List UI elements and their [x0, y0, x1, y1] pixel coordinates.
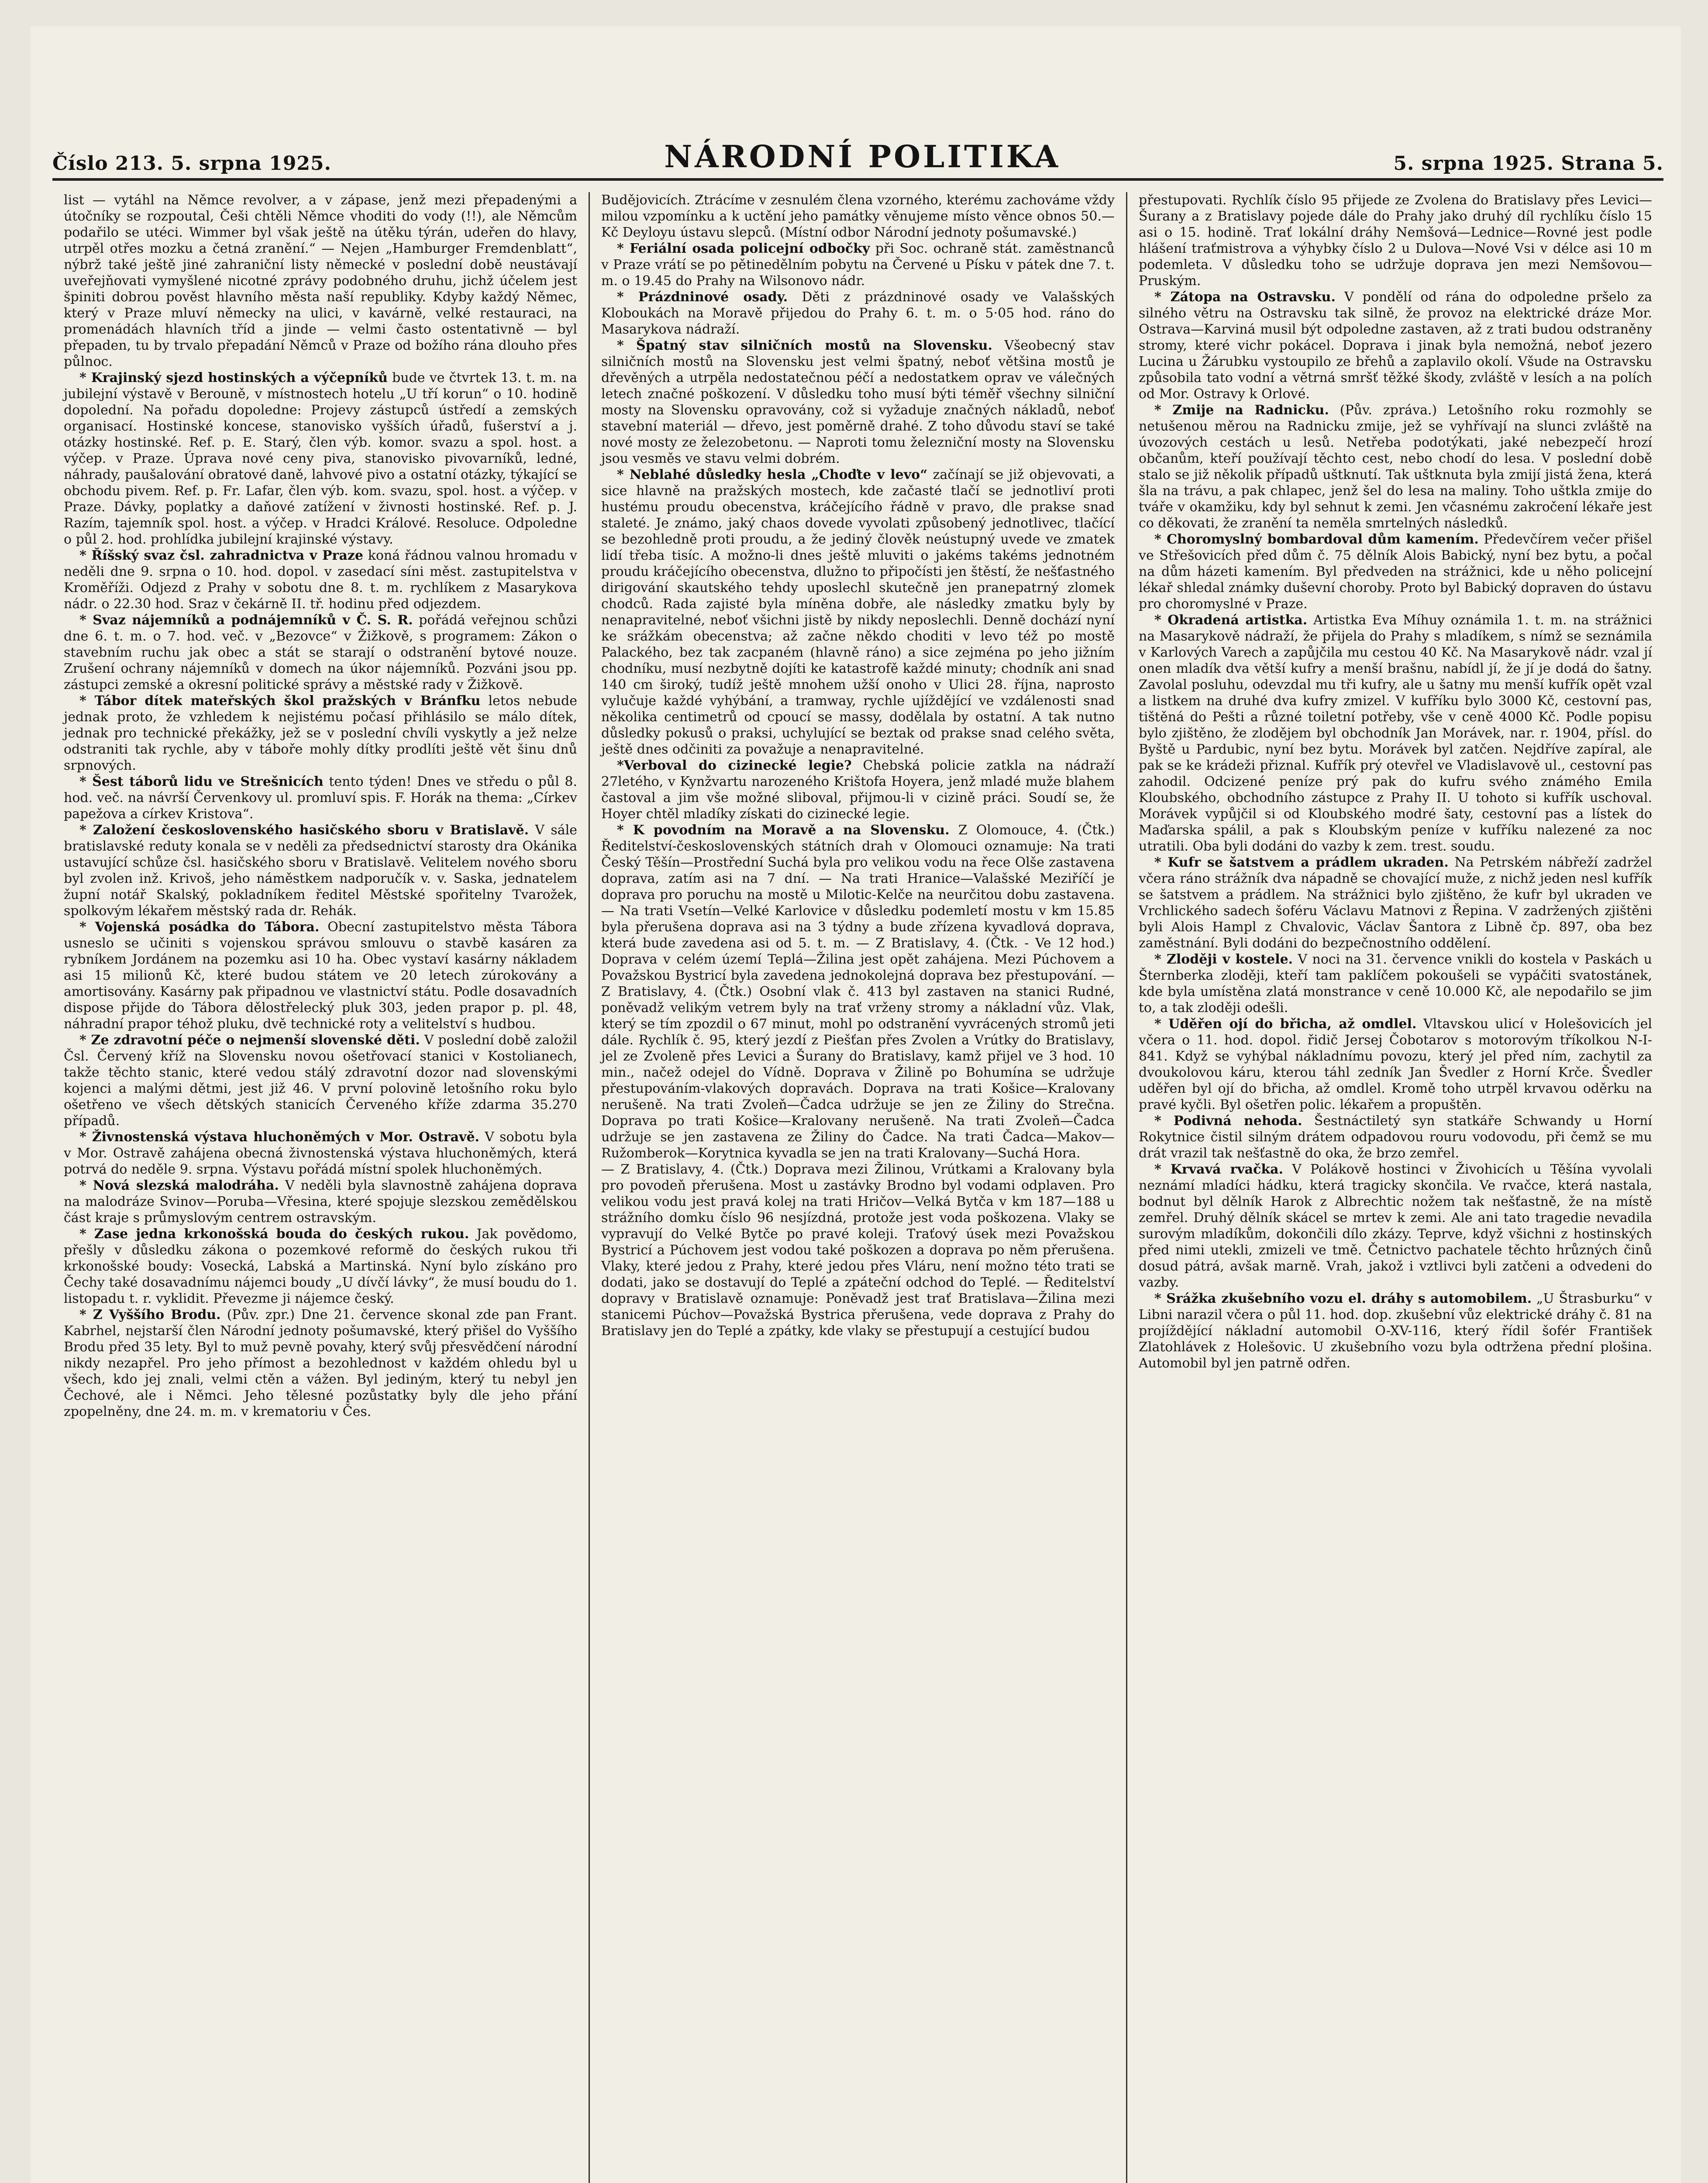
article-headline: * Uděřen ojí do břicha, až omdlel. [1154, 1016, 1417, 1032]
article-headline: * Prázdninové osady. [617, 289, 788, 305]
article-text: Vltavskou ulicí v Holešovicích jel včera o 11. hod. dopol. řidič Jersej Čobotarov s motorovým tříkolkou N-I-841. Když se vyhýbal nákladnímu povozu, který jel před ním, zachytil za dvoukolovou káru, kterou táhl zedník Jan Švedler z Horní Krče. Švedler uděřen byl ojí do břicha, až omdlel. Kromě toho utrpěl krvavou oděrku na pravé kyčli. Byl ošetřen polic. lékařem a propuštěn. [1139, 1016, 1652, 1112]
article-headline: * Říšský svaz čsl. zahradnictva v Praze [79, 548, 363, 563]
article-paragraph [1139, 1016, 1652, 1113]
article-headline: * Krvavá rvačka. [1154, 1162, 1284, 1177]
article-paragraph [601, 337, 1115, 467]
article-paragraph [64, 370, 577, 547]
article-text: V noci na 31. července vnikli do kostela v Paskách u Šternberka zloději, kteří tam paklíčem pokoušeli se vypáčiti svatostánek, kde byla umístěna zlatá monstrance v ceně 10.000 Kč, ale nepodařilo se jim to, a tak zloději odešli. [1139, 952, 1652, 1016]
article-paragraph [64, 1226, 577, 1307]
article-text: přestupovati. Rychlík číslo 95 přijede ze Zvolena do Bratislavy přes Levici—Šurany a z Bratislavy pojede dále do Prahy jako druhý díl rychlíku číslo 15 asi o 15. hodině. Trať lokální dráhy Nemšová—Lednice—Rovné jest podle hlášení traťmistrova a výhybky číslo 2 u Dulova—Nové Vsi v délce asi 10 m podemleta. V důsledku toho se udržuje doprava jen mezi Nemšovou—Pruským. [1139, 193, 1652, 289]
article-text: — Z Bratislavy, 4. (Čtk.) Doprava mezi Žilinou, Vrútkami a Kralovany byla pro povodeň přerušena. Most u zastávky Brodno byl vodami odplaven. Pro velikou vodu jest pravá kolej na trati Hričov—Velká Bytča v km 187—188 u strážního domku číslo 96 nesjízdná, protože jest voda poškozena. Vlaky se vypravují do Velké Bytče po pravé koleji. Traťový úsek mezi Považskou Bystricí a Púchovem jest vodou také poškozen a doprava po něm přerušena. Vlaky, které jedou z Prahy, které jedou přes Vláru, není možno této trati se dodati, jako se dostavují do Teplé a zpáteční odchod do Teplé. — Ředitelství dopravy v Bratislavě oznamuje: Poněvadž jest trať Bratislava—Žilina mezi stanicemi Púchov—Považská Bystrica přerušena, vede doprava z Prahy do Bratislavy jen do Teplé a zpátky, kde vlaky se přestupují a cestující budou [601, 1162, 1115, 1339]
article-text: Jak povědomo, přešly v důsledku zákona o pozemkové reformě do českých rukou tři krkonošské boudy: Vosecká, Labská a Martinská. Nyní bylo získáno pro Čechy také dosavadnímu nájemci boudy „U dívčí lávky“, že musí boudu do 1. listopadu t. r. vyklidit. Převezme ji nájemce český. [64, 1226, 578, 1306]
column-2 [589, 192, 1126, 2183]
article-headline: * Zmije na Radnicku. [1154, 403, 1329, 418]
page-date-number: 5. srpna 1925. Strana 5. [1393, 152, 1663, 175]
article-headline: * Špatný stav silničních mostů na Slovensku. [617, 338, 992, 353]
article-text: V sále bratislavské reduty konala se v neděli za předsednictví starosty dra Okánika ustavující schůze čsl. hasičského sboru v Bratislavě. Velitelem nového sboru byl zvolen inž. Krivoš, jeho náměstkem nadporučík v. v. Saska, jednatelem župní notář Skalský, pokladníkem ředitel Městské spořitelny Tvarožek, spolkovým lékařem městský rada dr. Rehák. [64, 823, 577, 919]
article-headline: * Živnostenská výstava hluchoněmých v Mor. Ostravě. [79, 1129, 480, 1145]
article-text: (Pův. zpr.) Dne 21. července skonal zde pan Frant. Kabrhel, nejstarší člen Národní jednoty pošumavské, který přišel do Vyššího Brodu před 35 lety. Byl to muž pevně povahy, který svůj přesvědčení národní nikdy nezapřel. Pro jeho přímost a bezohlednost v každém ohledu byl u všech, kdo jej znali, velmi ctěn a vážen. Byl jediným, který tu nebyl jen Čechové, ale i Němci. Jeho tělesné pozůstatky byly dle jeho přání zpopelněny, dne 24. m. m. v krematoriu v Čes. [64, 1307, 577, 1419]
article-paragraph [64, 1307, 577, 1420]
article-paragraph [64, 1032, 577, 1129]
article-headline: * Krajinský sjezd hostinských a výčepníků [79, 370, 388, 386]
article-columns [52, 192, 1663, 2183]
article-paragraph [64, 693, 577, 774]
article-text: bude ve čtvrtek 13. t. m. na jubilejní výstavě v Berouně, v místnostech hotelu „U tří korun“ o 10. hodině dopolední. Na pořadu dopoledne: Projevy zástupců ústředí a zemských organisací. Hostinské koncese, stanovisko vyšších úřadů, fušerství a j. otázky hostinské. Ref. p. E. Starý, člen výb. komor. svazu a spol. host. a výčep. v Praze. Úprava nové ceny piva, stanovisko pivovarníků, ledné, náhrady, paušalování obratové daně, lahvové pivo a ostatní otázky, týkající se obchodu pivem. Ref. p. Fr. Lafar, člen výb. kom. svazu, spol. host. a výčep. v Praze. Dávky, poplatky a daňové zatížení v živnosti hostinské. Ref. p. J. Razím, tajemník spol. host. a výčep. v Hradci Králové. Resoluce. Odpoledne o půl 2. hod. prohlídka jubilejní krajinské výstavy. [64, 370, 577, 547]
article-paragraph [64, 919, 577, 1032]
article-text: tento týden! Dnes ve středu o půl 8. hod. več. na návrší Červenkovy ul. promluví spis. F. Horák na thema: „Církev papežova a církev Kristova“. [64, 774, 577, 822]
article-headline: * Zátopa na Ostravsku. [1154, 289, 1336, 305]
article-headline: * Šest táborů lidu ve Strešnicích [79, 774, 324, 789]
article-text: (Pův. zpráva.) Letošního roku rozmohly se netušenou měrou na Radnicku zmije, jež se vyhřívají na slunci zvláště na úvozových cestách u lesů. Netřeba podotýkati, jaké nebezpečí hrozí občanům, kteří používají těchto cest, nebo chodí do lesa. V poslední době stalo se již několik případů uštknutí. Tak uštknuta byla zmijí jistá žena, která šla na trávu, a pak chlapec, jenž šel do lesa na maliny. Toho uštkla zmije do tváře v okamžiku, kdy byl sehnut k zemi. Jen včasnému zakročení lékaře jest co děkovati, že zranění ta neměla smrtelných následků. [1139, 403, 1652, 531]
article-text: Děti z prázdninové osady ve Valašských Kloboukách na Moravě přijedou do Prahy 6. t. m. o 5·05 hod. ráno do Masarykova nádraží. [601, 289, 1115, 337]
article-headline: * Feriální osada policejní odbočky [617, 241, 870, 256]
article-text: V sobotu byla v Mor. Ostravě zahájena obecná živnostenská výstava hluchoněmých, která potrvá do neděle 9. srpna. Výstavu pořádá místní spolek hluchoněmých. [64, 1129, 577, 1177]
article-headline: * Zase jedna krkonošská bouda do českých rukou. [79, 1226, 469, 1242]
article-headline: * Neblahé důsledky hesla „Choďte v levo“ [617, 467, 928, 482]
article-headline: * Vojenská posádka do Tábora. [79, 919, 320, 935]
article-paragraph [1139, 1161, 1652, 1291]
newspaper-page [31, 26, 1681, 2183]
article-text: list — vytáhl na Němce revolver, a v zápase, jenž mezi přepadenými a útočníky se rozpoutal, Češi chtěli Němce vhoditi do vody (!!), ale Němcům podařilo se utéci. Wimmer byl však ještě na útěku týrán, udeřen do hlavy, utrpěl otřes mozku a četná zranění.“ — Nejen „Hamburger Fremdenblatt“, nýbrž také ještě jiné zahraniční listy německé v poslední době neustávají uveřejňovati vymyšlené nicotné zprávy podobného druhu, jichž účelem jest špiniti dobrou pověst hlavního města naší republiky. Kdyby každý Němec, který v Praze mluví německy na ulici, v kavárně, velké restauraci, na promenádách hlavních tříd a jinde — velmi často ostentativně — byl přepaden, tu by trvalo přepadání Němců v Praze od božího rána dlouho přes půlnoc. [64, 193, 577, 369]
article-paragraph [1139, 612, 1652, 854]
article-paragraph [1139, 854, 1652, 951]
article-text: V pondělí od rána do odpoledne pršelo za silného větru na Ostravsku tak silně, že provoz na elektrické dráze Mor. Ostrava—Karviná musil být odpoledne zastaven, až z trati budou odstraněny stromy, které vichr pokácel. Doprava i jinak byla nemožná, neboť jezero Lucina u Žárubku vystoupilo ze břehů a zaplavilo okolí. Všude na Ostravsku způsobila tato vodní a větrná smršť těžké škody, zvláště v lesích a na polích od Mor. Ostravy k Orlové. [1139, 289, 1652, 402]
article-text: V Polákově hostinci v Živohicích u Těšína vyvolali neznámí mladíci hádku, která tragicky skončila. Ve rvačce, která nastala, bodnut byl dělník Harok z Albrechtic nožem tak nešťastně, že na místě zemřel. Druhý dělník skácel se mrtev k zemi. Ale ani tato tragedie nevadila surovým mladíkům, dokončili dílo zkázy. Teprve, když všichni z hostinských před nimi utekli, zmizeli ve tmě. Četnictvo pachatele těchto hrůzných činů dosud pátrá, avšak marně. Vrah, jakož i vztlivci byli zatčeni a odvedeni do vazby. [1139, 1162, 1652, 1290]
article-text: V neděli byla slavnostně zahájena doprava na malodráze Svinov—Poruba—Vřesina, které spojuje slezskou zemědělskou část kraje s průmyslovým centrem ostravským. [64, 1178, 577, 1226]
article-headline: * Okradená artistka. [1154, 613, 1308, 628]
article-text: letos nebude jednak proto, že vzhledem k nejistému počasí přihlásilo se málo dítek, jednak pro technické překážky, jež se v poslední chvíli vyskytly a jež nelze odstraniti tak rychle, aby v táboře mohly dítky prodlíti ještě vět šinu dnů srpnových. [64, 693, 577, 773]
article-text: Šestnáctiletý syn statkáře Schwandy u Horní Rokytnice čistil silným drátem odpadovou rouru vodovodu, při čemž se mu drát vrazil tak nešťastně do oka, že brzo zemřel. [1139, 1113, 1652, 1161]
article-paragraph [64, 822, 577, 919]
article-text: koná řádnou valnou hromadu v neděli dne 9. srpna o 10. hod. dopol. v zasedací síni měst. zastupitelstva v Kroměříži. Odjezd z Prahy v sobotu dne 8. t. m. rychlíkem z Masarykova nádr. o 22.30 hod. Sraz v čekárně II. tř. hodinu před odjezdem. [64, 548, 577, 612]
article-paragraph [1139, 289, 1652, 402]
article-paragraph [1139, 402, 1652, 531]
article-paragraph [601, 758, 1115, 822]
article-paragraph [601, 289, 1115, 337]
article-paragraph [601, 1161, 1115, 1339]
page-header [52, 135, 1663, 181]
article-text: Obecní zastupitelstvo města Tábora usneslo se učiniti s vojenskou správou smlouvu o stavbě kasáren za rybníkem Jordánem na pozemku asi 10 ha. Obec vystaví kasárny nákladem asi 15 milionů Kč, které budou státem ve 20 letech zúrokovány a amortisovány. Kasárny pak připadnou ve vlastnictví státu. Podle dosavadních dispose přijde do Tábora dělostřelecký pluk 303, jeden prapor p. pl. 48, náhradní prapor téhož pluku, dvě technické roty a velitelství s hudbou. [64, 919, 577, 1032]
column-3 [1126, 192, 1663, 2183]
article-headline: * Svaz nájemníků a podnájemníků v Č. S. R. [79, 613, 413, 628]
article-headline: * Kufr se šatstvem a prádlem ukraden. [1154, 855, 1449, 870]
article-text: Artistka Eva Míhuy oznámila 1. t. m. na strážnici na Masarykově nádraží, že přijela do Prahy s mladíkem, s nímž se seznámila v Karlových Varech a zapůjčila mu cestou 40 Kč. Na Masarykově nádr. vzal jí onen mladík dva větší kufry a menší brašnu, nabídl jí, že jí je dodá do šatny. Zavolal posluhu, odevzdal mu tři kufry, ale u šatny mu menší kufřík opět vzal a listkem na druhé dva kufry zmizel. V kufříku bylo 3000 Kč, cestovní pas, tištěná do Pešti a různé toiletní potřeby, vše v ceně 4000 Kč. Podle popisu bylo zjištěno, že zlodějem byl obchodník Jan Morávek, nar. r. 1904, přísl. do Byště u Pardubic, nyní bez bytu. Morávek byl zatčen. Nejdříve zapíral, ale pak se ke krádeži přiznal. Kufřík prý otevřel ve Vladislavově ul., cestovní pas zahodil. Odcizené peníze prý pak do kufru svého známého Emila Kloubského, obchodního zástupce z Prahy II. U tohoto si kufřík uschoval. Morávek vypůjčil si od Kloubského modré šaty, cestovní pas a lístek do Maďarska spálil, a pak s Kloubským peníze v kufříku nalezené za noc utratili. Oba byli dodáni do vazby k zem. trest. soudu. [1139, 613, 1652, 854]
column-1 [52, 192, 589, 2183]
article-paragraph [1139, 951, 1652, 1016]
article-text: začínají se již objevovati, a sice hlavně na pražských mostech, kde začasté tlačí se jednotliví proti hustému proudu obecenstva, kráčejícího řádně v pravo, dle prakse snad staleté. Je známo, jaký chaos dovede vyvolati způsobený jednotlivec, tlačící se bezohledně proti proudu, a že jediný člověk neústupný uvede ve zmatek lidí třeba tisíc. A možno-li dnes ještě mluviti o jakéms takéms jednotném proudu kráčejícího obecenstva, dlužno to připočísti jen štěstí, že nešťastného dirigování skautského tehdy uposlechl skutečně jen pranepatrný zlomek chodců. Rada zajisté byla míněna dobře, ale následky zmatku byly by nenapravitelné, neboť všichni jistě by nikdy neposlechli. Denně dochází nyní ke srážkám obecenstva; až začne někdo choditi v levo též po mostě Palackého, bez tak zacpaném (hlavně ráno) a sice zejména po jeho jižním chodníku, musí nezbytně dojíti ke katastrofě každé minuty; chodník ani snad 140 cm široký, tudíž ještě mnohem užší onoho v Ulici 28. října, naprosto vylučuje každé vyhýbání, a tramway, rychle ujíždějící ve vzdálenosti snad několika centimetrů od cpoucí se massy, dodělala by ostatní. A tak nutno důsledky pokusů o praksi, uchylující se beztak od prakse snad celého světa, ještě dnes odčiniti za považuje a nenapravitelné. [601, 467, 1115, 757]
article-headline: * K povodním na Moravě a na Slovensku. [617, 823, 950, 838]
article-text: Předevčírem večer přišel ve Střešovicích před dům č. 75 dělník Alois Babický, nyní bez bytu, a počal na dům házeti kamením. Byl předveden na strážnici, kde u něho policejní lékař shledal známky duševní choroby. Proto byl Babický dopraven do ústavu pro choromyslné v Praze. [1139, 532, 1652, 612]
article-headline: * Choromyslný bombardoval dům kamením. [1154, 532, 1479, 547]
article-paragraph [64, 774, 577, 822]
article-text: pořádá veřejnou schůzi dne 6. t. m. o 7. hod. več. v „Bezovce“ v Žižkově, s programem: Zákon o stavebním ruchu jak obec a stát se starají o odstranění bytové nouze. Zrušení ochrany nájemníků v domech na úkor nájemníků. Pozváni jsou pp. zástupci zemské a okresní politické správy a městské rady v Žižkově. [64, 613, 577, 692]
article-text: při Soc. ochraně stát. zaměstnanců v Praze vrátí se po pětinedělním pobytu na Červené u Písku v pátek dne 7. t. m. o 19.45 do Prahy na Wilsonovo nádr. [601, 241, 1115, 289]
article-text: Z Olomouce, 4. (Čtk.) Ředitelství-československých státních drah v Olomouci oznamuje: Na trati Český Těšín—Prostřední Suchá byla pro velikou vodu na řece Olše zastavena doprava, zatím asi na 7 dní. — Na trati Hranice—Valašské Meziříčí je doprava pro poruchu na mostě u Milotic-Kelče na neurčitou dobu zastavena. — Na trati Vsetín—Velké Karlovice v důsledku podemletí mostu v km 15.85 byla přerušena doprava asi na 3 týdny a bude zřízena kyvadlová doprava, která bude zavedena asi od 5. t. m. — Z Bratislavy, 4. (Čtk. - Ve 12 hod.) Doprava v celém území Teplá—Žilina jest opět zahájena. Mezi Púchovem a Považskou Bystricí byla zavedena jednokolejná doprava bez přestupování. — Z Bratislavy, 4. (Čtk.) Osobní vlak č. 413 byl zastaven na stanici Rudné, poněvadž velikým vetrem byly na trať vrženy stromy a nákladní vůz. Vlak, který se tím zpozdil o 67 minut, mohl po odstranění vyvrácených stromů jeti dále. Rychlík č. 95, který jezdí z Piešťan přes Zvolen a Vrútky do Bratislavy, jel ze Zvoleně přes Levici a Šurany do Bratislavy, kamž přijel ve 3 hod. 10 min., načež odejel do Vídně. Doprava v Žilině po Bohumína se udržuje přestupováním-vlakových dopravách. Doprava na trati Košice—Kralovany nerušeně. Na trati Zvoleň—Čadca udržuje se jen ze Žiliny do Strečna. Doprava po trati Košice—Kralovany nerušeně. Na trati Zvoleň—Čadca udržuje se jen zastavena ze Žiliny do Čadce. Na trati Čadca—Makov—Ružomberok—Korytnica kyvadla se jen na trati Kralovany—Suchá Hora. [601, 823, 1115, 1161]
article-text: Budějovicích. Ztrácíme v zesnulém člena vzorného, kterému zachováme vždy milou vzpomínku a k uctění jeho památky věnujeme místo věnce obnos 50.— Kč Deyloyu ústavu slepců. (Místní odbor Národní jednoty pošumavské.) [601, 193, 1115, 240]
article-paragraph [64, 1129, 577, 1178]
article-headline: * Podivná nehoda. [1154, 1113, 1302, 1129]
article-paragraph [1139, 1113, 1652, 1161]
article-text: „U Štrasburku“ v Libni narazil včera o půl 11. hod. dop. zkušební vůz elektrické dráhy č. 81 na projíždějící nákladní automobil O-XV-116, který řídil šofér František Zlatohlávek z Holešovic. U zkušebního vozu byla odtržena přední plošina. Automobil byl jen patrně odřen. [1139, 1291, 1652, 1371]
article-headline: * Tábor dítek mateřských škol pražských v Bránfku [79, 693, 481, 709]
issue-number-date: Číslo 213. 5. srpna 1925. [52, 152, 331, 175]
newspaper-title: NÁRODNÍ POLITIKA [664, 138, 1061, 175]
article-text: Všeobecný stav silničních mostů na Slovensku jest velmi špatný, neboť většina mostů je dřevěných a utrpěla nedostatečnou péčí a nedostatkem oprav ve válečných letech značné poškození. V důsledku toho musí býti téměř všechny silniční mosty na Slovensku opravovány, což si vyžaduje značných nákladů, neboť stavební materiál — dřevo, jest poměrně drahé. Z toho důvodu staví se také nové mosty ze železobetonu. — Naproti tomu železniční mosty na Slovensku jsou vesměs ve stavu velmi dobrém. [601, 338, 1115, 466]
article-headline: * Ze zdravotní péče o nejmenší slovenské děti. [79, 1033, 420, 1048]
article-text: Na Petrském nábřeží zadržel včera ráno strážník dva nápadně se chovající muže, z nichž jeden nesl kufřík se šatstvem a prádlem. Na strážnici bylo zjištěno, že kufr byl ukraden ve Vrchlického sadech šoféru Václavu Matnovi z Řepina. V zadržených zjištěni byli Alois Hampl z Chvalovic, Václav Šantora z Libně čp. 897, oba bez zaměstnání. Byli dodáni do bezpečnostního oddělení. [1139, 855, 1652, 951]
article-paragraph [1139, 1291, 1652, 1371]
article-headline: * Založení československého hasičského sboru v Bratislavě. [79, 823, 529, 838]
article-paragraph [64, 547, 577, 612]
article-headline: *Verboval do cizinecké legie? [617, 758, 852, 773]
article-paragraph [601, 241, 1115, 289]
article-paragraph [64, 612, 577, 693]
article-paragraph [1139, 531, 1652, 612]
article-text: V poslední době založil Čsl. Červený kříž na Slovensku novou ošetřovací stanici v Kostolianech, takže těchto stanic, které vedou stálý zdravotní dozor nad slovenskými kojenci a malými dětmi, jest již 46. V první polovině letošního roku bylo ošetřeno ve všech dětských stanicích Červeného kříže zdarma 35.270 případů. [64, 1033, 577, 1129]
article-paragraph [601, 822, 1115, 1161]
article-text: Chebská policie zatkla na nádraží 27letého, v Kynžvartu narozeného Krištofa Hoyera, jenž mladé muže blahem častoval a jim vše možné sliboval, přijmou-li v cizině práci. Soudí se, že Hoyer chtěl mladíky získati do cizinecké legie. [601, 758, 1115, 822]
article-headline: * Nová slezská malodráha. [79, 1178, 279, 1193]
article-paragraph [64, 192, 577, 370]
article-headline: * Srážka zkušebního vozu el. dráhy s automobilem. [1154, 1291, 1532, 1306]
article-headline: * Zloději v kostele. [1154, 952, 1293, 967]
article-headline: * Z Vyššího Brodu. [79, 1307, 221, 1322]
article-paragraph [1139, 192, 1652, 289]
article-paragraph [601, 467, 1115, 758]
article-paragraph [64, 1178, 577, 1226]
article-paragraph [601, 192, 1115, 241]
